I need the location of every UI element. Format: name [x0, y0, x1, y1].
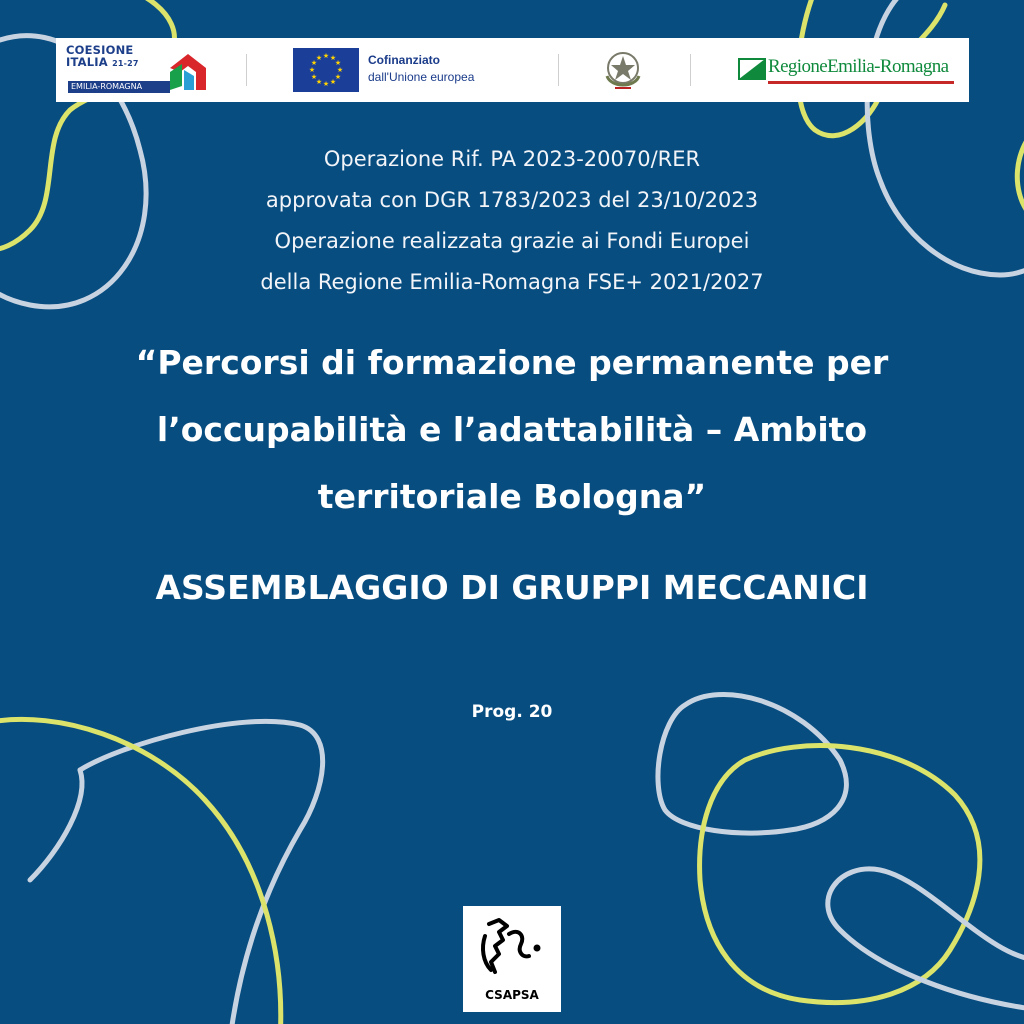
operation-line: della Regione Emilia-Romagna FSE+ 2021/2027 [260, 270, 764, 294]
eu-line1: Cofinanziato [368, 53, 440, 67]
curve-bottom-right-gray-2 [828, 869, 1024, 1010]
coesione-line1: COESIONE [66, 43, 134, 57]
logo-separator [690, 54, 691, 86]
csapsa-logo [463, 906, 561, 1012]
regione-flag-icon [738, 58, 766, 80]
eu-flag-icon [293, 48, 359, 92]
curve-bottom-left-gray [80, 721, 323, 1024]
svg-text:★: ★ [329, 78, 337, 86]
curve-bottom-right-yellow [700, 746, 980, 1003]
eu-caption [368, 52, 474, 86]
operation-line: approvata con DGR 1783/2023 del 23/10/2023 [265, 188, 759, 212]
operation-line: Operazione Rif. PA 2023-20070/RER [323, 147, 701, 171]
coesione-period: 21-27 [112, 59, 139, 68]
eu-line2: dall'Unione europea [368, 70, 475, 84]
coesione-line2: ITALIA [66, 55, 108, 69]
regione-name: RegioneEmilia-Romagna [768, 56, 949, 77]
svg-text:★: ★ [310, 59, 318, 67]
operation-line: Operazione realizzata grazie ai Fondi Europei [274, 229, 750, 253]
curve-bottom-left-gray-2 [30, 770, 82, 880]
coesione-region: EMILIA-ROMAGNA [68, 81, 170, 93]
svg-text:★: ★ [334, 73, 342, 81]
svg-text:★: ★ [329, 54, 337, 62]
svg-text:★: ★ [308, 66, 316, 74]
csapsa-label: CSAPSA [485, 988, 539, 1002]
coesione-italia-logo [56, 38, 216, 102]
operation-info [0, 139, 1024, 303]
regione-underline [768, 81, 954, 84]
course-title: ASSEMBLAGGIO DI GRUPPI MECCANICI [155, 568, 869, 607]
program-title-line: “Percorsi di formazione permanente per [135, 343, 889, 382]
logo-separator [558, 54, 559, 86]
prog-number: Prog. 20 [471, 702, 553, 722]
svg-text:★: ★ [322, 52, 330, 60]
program-title [0, 329, 1024, 530]
svg-text:★: ★ [322, 80, 330, 88]
csapsa-mark-icon [477, 916, 547, 978]
svg-text:★: ★ [315, 54, 323, 62]
italian-republic-emblem-icon [601, 46, 645, 94]
funding-logo-bar [56, 38, 969, 102]
program-title-line: l’occupabilità e l’adattabilità – Ambito [156, 410, 868, 449]
svg-text:★: ★ [336, 66, 344, 74]
logo-separator [246, 54, 247, 86]
svg-text:★: ★ [310, 73, 318, 81]
svg-text:★: ★ [334, 59, 342, 67]
svg-text:★: ★ [315, 78, 323, 86]
program-title-line: territoriale Bologna” [317, 477, 707, 516]
italian-emblem-logo [601, 38, 645, 102]
coesione-mark-icon [166, 46, 208, 94]
